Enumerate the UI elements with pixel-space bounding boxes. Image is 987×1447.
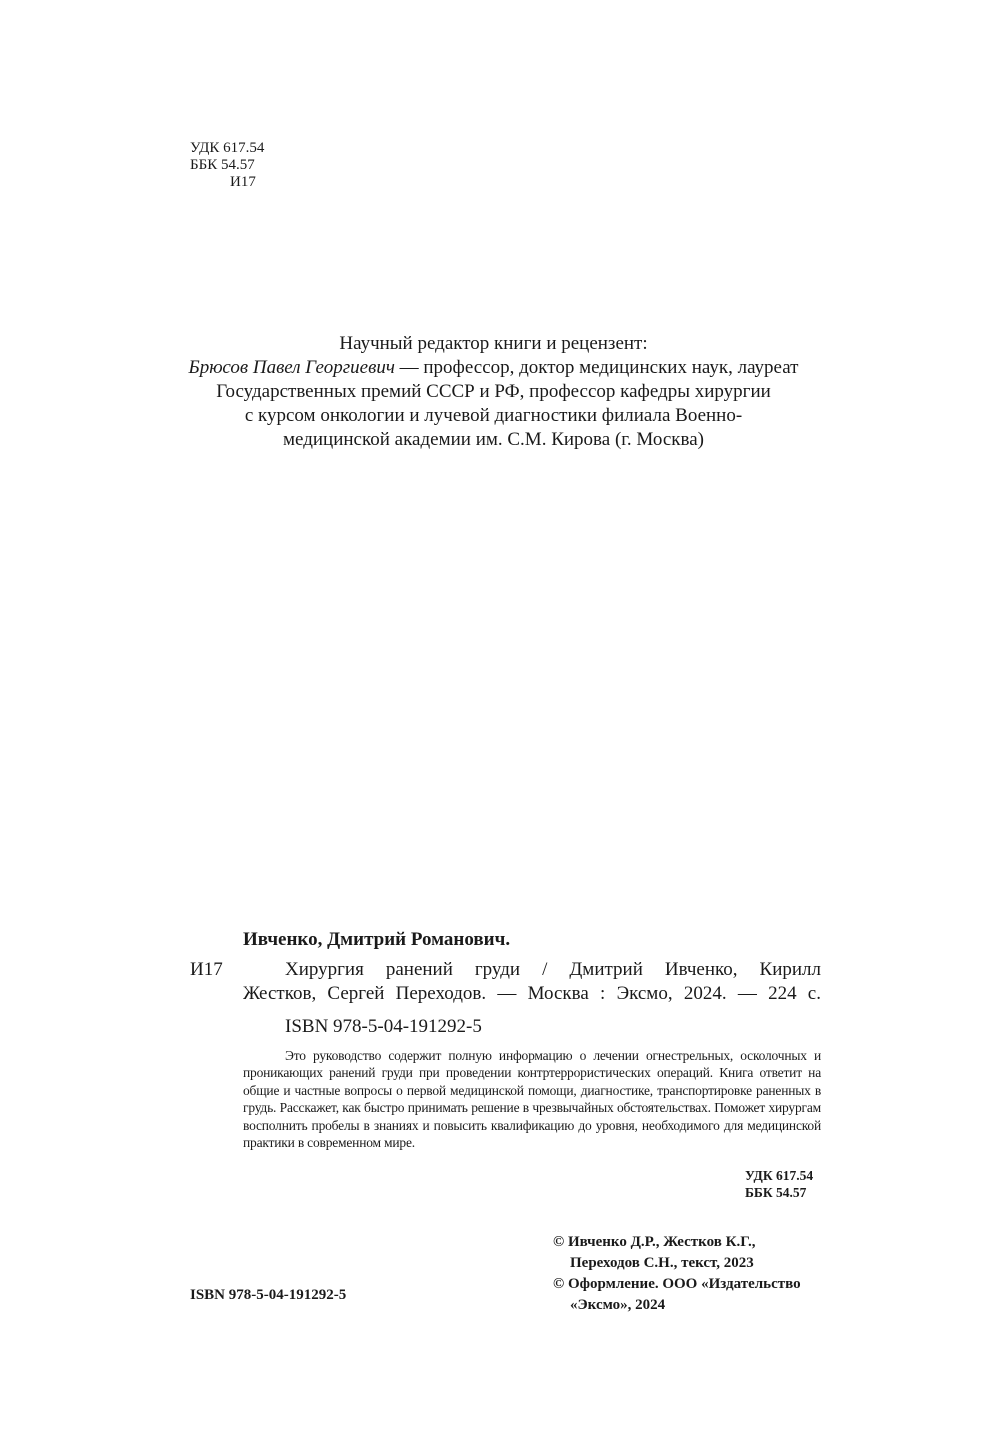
editor-line-2: Государственных премий СССР и РФ, профессор кафедры хирургии bbox=[216, 381, 771, 402]
editor-line-3: с курсом онкологии и лучевой диагностики филиала Военно- bbox=[244, 405, 743, 426]
card-title bbox=[243, 958, 821, 1006]
editor-name: Брюсов Павел Георгиевич bbox=[188, 357, 395, 378]
card-bbk: ББК 54.57 bbox=[745, 1185, 807, 1200]
copyright-line-4: «Эксмо», 2024 bbox=[570, 1297, 666, 1313]
bbk-code: ББК 54.57 bbox=[190, 157, 255, 173]
copyright-line-2: Переходов С.Н., текст, 2023 bbox=[570, 1255, 754, 1271]
card-codes bbox=[745, 1167, 813, 1201]
udk-code: УДК 617.54 bbox=[190, 140, 265, 156]
card-code: И17 bbox=[190, 959, 223, 980]
card-annotation: Это руководство содержит полную информацию о лечении огнестрельных, осколочных и проникающих ранений груди при проведении контртеррористических операций. Книга ответит на общие и частные вопросы о первой медицинской помощи, диагностике, транспортировке раненных в грудь. Расскажет, как быстро принимать решение в чрезвычайных обстоятельствах. Поможет хирургам восполнить пробелы в знаниях и повысить квалификацию до уровня, необходимого для медицинской практики в современном мире. bbox=[243, 1048, 821, 1151]
copyright-line-1: © Ивченко Д.Р., Жестков К.Г., bbox=[553, 1234, 756, 1250]
classification-block bbox=[190, 140, 264, 191]
author-code: И17 bbox=[230, 174, 256, 190]
card-title-line-1: Хирургия ранений груди / Дмитрий Ивченко, Кирилл bbox=[285, 959, 821, 980]
card-isbn: ISBN 978-5-04-191292-5 bbox=[285, 1016, 482, 1037]
card-author: Ивченко, Дмитрий Романович. bbox=[243, 929, 511, 950]
editor-line-1 bbox=[160, 356, 827, 380]
card-udk: УДК 617.54 bbox=[745, 1168, 814, 1183]
copyright-line-3: © Оформление. ООО «Издательство bbox=[553, 1276, 801, 1292]
editor-block bbox=[160, 332, 827, 452]
card-title-line-2: Жестков, Сергей Переходов. — Москва : Эксмо, 2024. — 224 с. bbox=[243, 983, 821, 1004]
editor-line-1-rest: — профессор, доктор медицинских наук, лауреат bbox=[394, 357, 799, 378]
editor-heading: Научный редактор книги и рецензент: bbox=[339, 333, 648, 354]
copyright-block bbox=[553, 1232, 801, 1316]
editor-line-4: медицинской академии им. С.М. Кирова (г. Москва) bbox=[283, 429, 704, 450]
isbn-bottom: ISBN 978-5-04-191292-5 bbox=[190, 1287, 347, 1303]
